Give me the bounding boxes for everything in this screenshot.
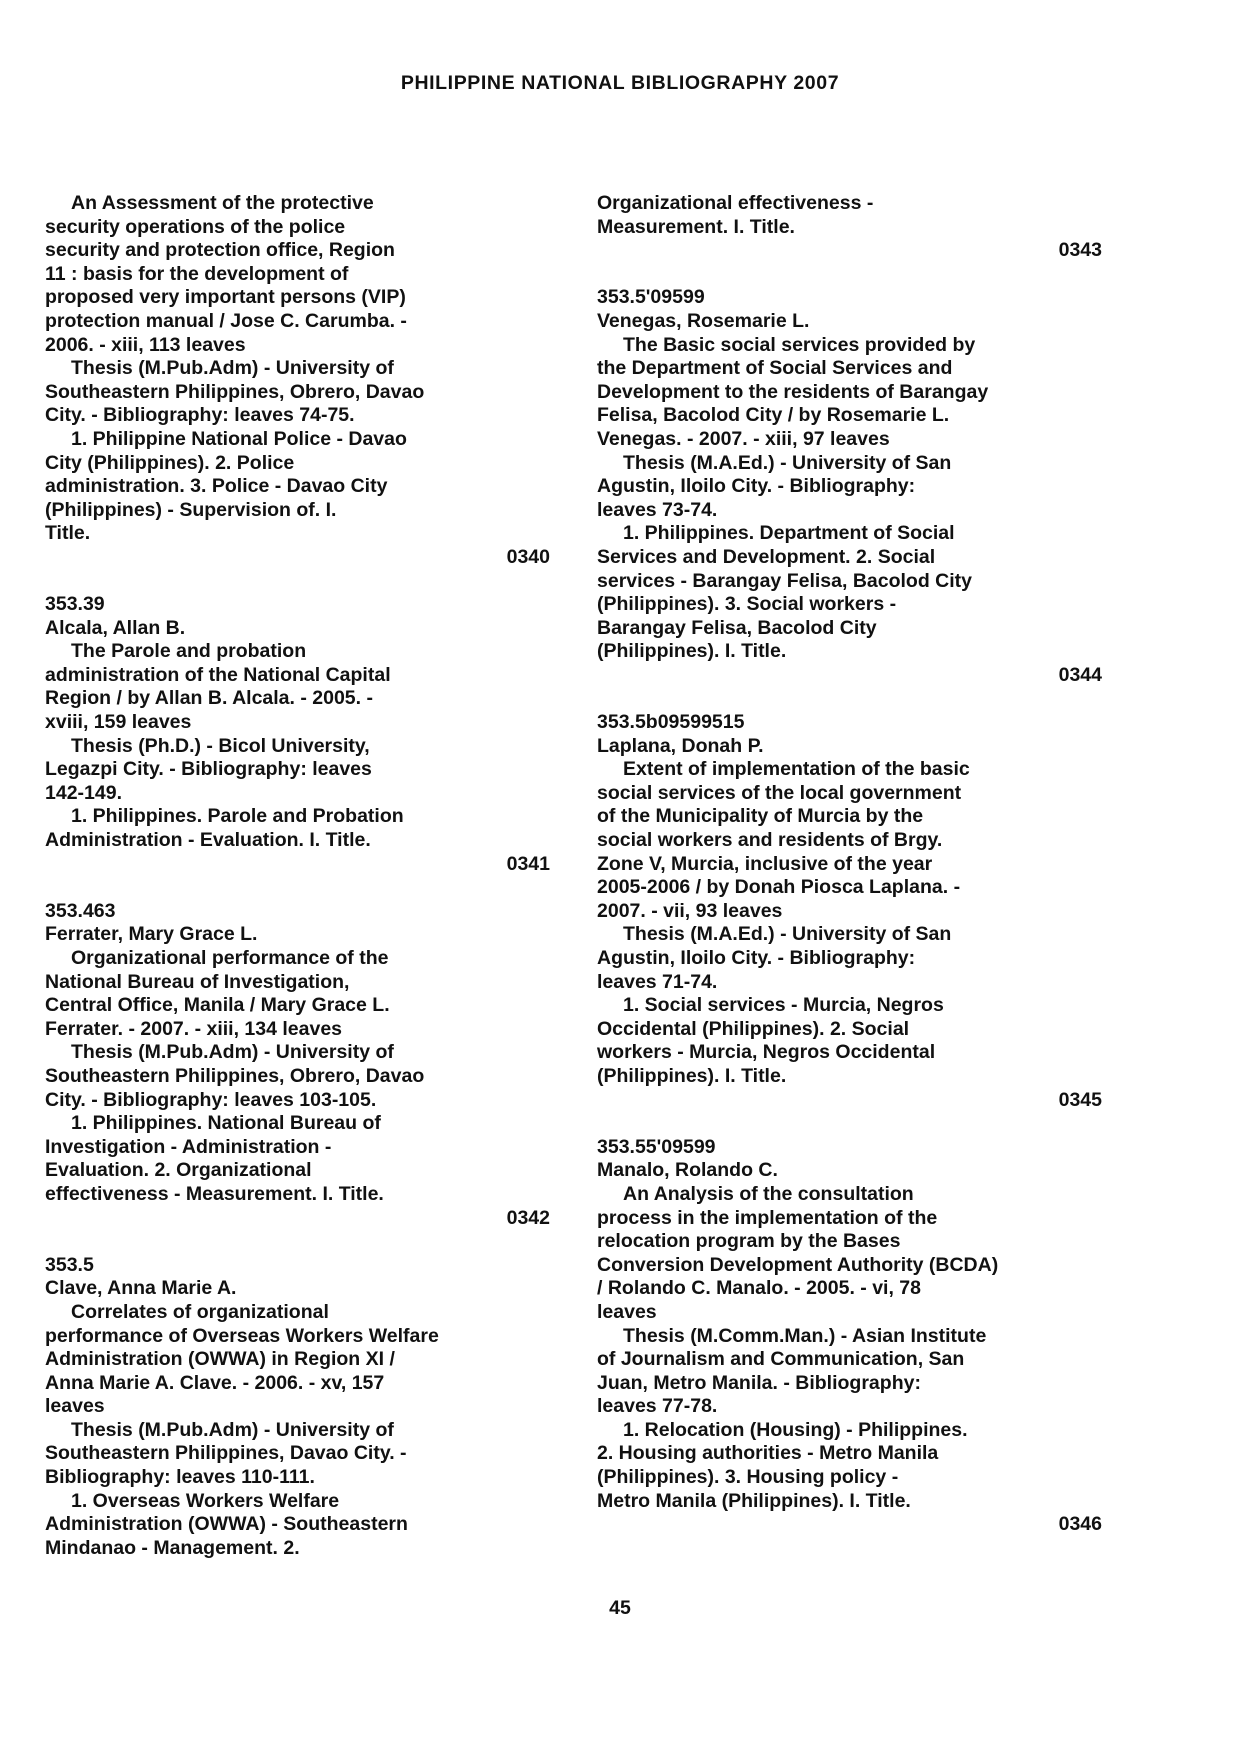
entry-line: / Rolando C. Manalo. - 2005. - vi, 78	[597, 1277, 921, 1300]
entry-line: Southeastern Philippines, Obrero, Davao	[45, 1064, 425, 1087]
entry-line: security operations of the police	[45, 215, 346, 238]
entry-line: Central Office, Manila / Mary Grace L.	[45, 994, 390, 1017]
entry-number: 0342	[506, 1206, 550, 1229]
entry-line: 1. Social services - Murcia, Negros	[623, 994, 944, 1017]
entry-line: leaves	[597, 1300, 657, 1323]
entry-line: Zone V, Murcia, inclusive of the year	[597, 852, 933, 875]
entry-line: Thesis (M.A.Ed.) - University of San	[623, 451, 952, 474]
entry-line: Agustin, Iloilo City. - Bibliography:	[597, 475, 916, 498]
entry-line: The Parole and probation	[71, 640, 307, 663]
entry-number: 0340	[506, 545, 550, 568]
entry-line: Administration (OWWA) - Southeastern	[45, 1513, 408, 1536]
entry-line: Organizational performance of the	[71, 947, 389, 969]
entry-line: performance of Overseas Workers Welfare	[45, 1324, 439, 1347]
entry-line: 2006. - xiii, 113 leaves	[45, 333, 246, 356]
entry-line: City (Philippines). 2. Police	[45, 451, 295, 474]
entry-line: The Basic social services provided by	[623, 333, 976, 356]
entry-line: 353.55'09599	[597, 1135, 716, 1158]
entry-line: Legazpi City. - Bibliography: leaves	[45, 758, 372, 781]
entry-line: Measurement. I. Title.	[597, 215, 795, 238]
entry-line: Mindanao - Management. 2.	[45, 1536, 300, 1559]
entry-line: Title.	[45, 522, 91, 545]
entry-line: Bibliography: leaves 110-111.	[45, 1466, 315, 1489]
right-column	[597, 192, 1102, 1560]
entry-line: of Journalism and Communication, San	[597, 1348, 965, 1371]
entry-line: (Philippines). 3. Social workers -	[597, 593, 897, 616]
page-header: PHILIPPINE NATIONAL BIBLIOGRAPHY 2007	[400, 72, 840, 94]
entry-line: 1. Philippines. National Bureau of	[71, 1112, 381, 1135]
entry-line: proposed very important persons (VIP)	[45, 286, 406, 309]
entry-line: administration of the National Capital	[45, 663, 391, 686]
entry-line: the Department of Social Services and	[597, 357, 953, 380]
entry-line: Felisa, Bacolod City / by Rosemarie L.	[597, 404, 950, 427]
entry-line: Thesis (M.Pub.Adm) - University of	[71, 357, 394, 380]
entry-line: Administration - Evaluation. I. Title.	[45, 829, 371, 852]
entry-line: leaves 73-74.	[597, 498, 718, 521]
entry-line: security and protection office, Region	[45, 239, 395, 262]
entry-line: leaves 71-74.	[597, 970, 718, 993]
entry-line: 353.5	[45, 1253, 94, 1276]
entry-line: 2. Housing authorities - Metro Manila	[597, 1442, 939, 1465]
entry-line: relocation program by the Bases	[597, 1230, 901, 1253]
entry-line: Southeastern Philippines, Davao City. -	[45, 1442, 407, 1465]
bibliography-entry	[45, 593, 550, 876]
entry-line: social workers and residents of Brgy.	[597, 829, 943, 852]
entry-line: Ferrater, Mary Grace L.	[45, 923, 258, 946]
entry-line: Region / by Allan B. Alcala. - 2005. -	[45, 687, 373, 710]
entry-line: Development to the residents of Barangay	[597, 380, 989, 403]
entry-line: leaves 77-78.	[597, 1395, 718, 1418]
entry-line: 1. Relocation (Housing) - Philippines.	[623, 1418, 968, 1441]
entry-line: effectiveness - Measurement. I. Title.	[45, 1182, 384, 1205]
entry-line: Thesis (M.Pub.Adm) - University of	[71, 1041, 394, 1064]
bibliography-entry	[597, 192, 1102, 263]
entry-line: protection manual / Jose C. Carumba. -	[45, 309, 407, 332]
entry-line: of the Municipality of Murcia by the	[597, 805, 924, 828]
page-number: 45	[609, 1597, 631, 1619]
entry-line: Investigation - Administration -	[45, 1135, 332, 1158]
entry-line: Services and Development. 2. Social	[597, 545, 936, 568]
entry-number: 0344	[1058, 663, 1102, 686]
entry-line: An Analysis of the consultation	[623, 1182, 914, 1205]
entry-line: Venegas. - 2007. - xiii, 97 leaves	[597, 427, 890, 450]
entry-line: Ferrater. - 2007. - xiii, 134 leaves	[45, 1017, 343, 1040]
entry-line: Southeastern Philippines, Obrero, Davao	[45, 380, 425, 403]
entry-line: Administration (OWWA) in Region XI /	[45, 1348, 395, 1371]
entry-line: Agustin, Iloilo City. - Bibliography:	[597, 947, 916, 969]
entry-line: Evaluation. 2. Organizational	[45, 1159, 312, 1182]
entry-line: 353.463	[45, 899, 116, 922]
entry-line: Organizational effectiveness -	[597, 192, 874, 214]
bibliography-entry	[45, 900, 550, 1230]
entry-number: 0343	[1058, 239, 1102, 262]
entry-line: leaves	[45, 1395, 105, 1418]
entry-line: Thesis (M.A.Ed.) - University of San	[623, 923, 952, 946]
entry-line: Clave, Anna Marie A.	[45, 1277, 237, 1300]
entry-line: 11 : basis for the development of	[45, 262, 349, 285]
entry-line: Barangay Felisa, Bacolod City	[597, 616, 877, 639]
entry-line: Laplana, Donah P.	[597, 734, 764, 757]
entry-line: 2007. - vii, 93 leaves	[597, 899, 783, 922]
entry-line: (Philippines). I. Title.	[597, 1064, 787, 1087]
entry-line: Metro Manila (Philippines). I. Title.	[597, 1489, 911, 1512]
entry-line: Correlates of organizational	[71, 1300, 329, 1323]
entry-line: 1. Overseas Workers Welfare	[71, 1489, 340, 1512]
entry-line: National Bureau of Investigation,	[45, 970, 350, 993]
entry-line: (Philippines). 3. Housing policy -	[597, 1466, 899, 1489]
bibliography-entry	[45, 1254, 550, 1561]
entry-number: 0345	[1058, 1088, 1102, 1111]
entry-line: Occidental (Philippines). 2. Social	[597, 1017, 910, 1040]
entry-line: 2005-2006 / by Donah Piosca Laplana. -	[597, 876, 961, 899]
entry-line: process in the implementation of the	[597, 1206, 938, 1229]
bibliography-entry	[597, 711, 1102, 1112]
entry-line: Alcala, Allan B.	[45, 616, 186, 639]
entry-line: Thesis (M.Pub.Adm) - University of	[71, 1418, 394, 1441]
entry-line: (Philippines). I. Title.	[597, 640, 787, 663]
entry-line: (Philippines) - Supervision of. I.	[45, 498, 337, 521]
entry-line: workers - Murcia, Negros Occidental	[597, 1041, 936, 1064]
entry-line: Venegas, Rosemarie L.	[597, 309, 810, 332]
bibliography-entry	[597, 1136, 1102, 1537]
entry-line: xviii, 159 leaves	[45, 711, 192, 734]
entry-line: Manalo, Rolando C.	[597, 1159, 778, 1182]
entry-line: Juan, Metro Manila. - Bibliography:	[597, 1371, 921, 1394]
entry-line: 1. Philippines. Parole and Probation	[71, 805, 404, 828]
entry-line: 1. Philippine National Police - Davao	[71, 427, 407, 450]
entry-line: City. - Bibliography: leaves 103-105.	[45, 1088, 377, 1111]
entry-line: An Assessment of the protective	[71, 192, 374, 214]
entry-line: Conversion Development Authority (BCDA)	[597, 1253, 999, 1276]
entry-line: social services of the local government	[597, 781, 962, 804]
bibliography-entry	[597, 286, 1102, 687]
entry-line: Thesis (Ph.D.) - Bicol University,	[71, 734, 370, 757]
entry-number: 0341	[506, 852, 550, 875]
entry-line: 353.5'09599	[597, 286, 705, 309]
bibliography-entry	[45, 192, 550, 570]
entry-line: 353.5b09599515	[597, 711, 745, 734]
entry-line: Thesis (M.Comm.Man.) - Asian Institute	[623, 1324, 987, 1347]
entry-line: City. - Bibliography: leaves 74-75.	[45, 404, 355, 427]
entry-line: 353.39	[45, 593, 105, 616]
left-column	[45, 192, 550, 1584]
entry-number: 0346	[1058, 1513, 1102, 1536]
entry-line: 1. Philippines. Department of Social	[623, 522, 955, 545]
entry-line: services - Barangay Felisa, Bacolod City	[597, 569, 972, 592]
entry-line: Anna Marie A. Clave. - 2006. - xv, 157	[45, 1371, 385, 1394]
entry-line: administration. 3. Police - Davao City	[45, 475, 388, 498]
entry-line: Extent of implementation of the basic	[623, 758, 970, 781]
entry-line: 142-149.	[45, 781, 122, 804]
